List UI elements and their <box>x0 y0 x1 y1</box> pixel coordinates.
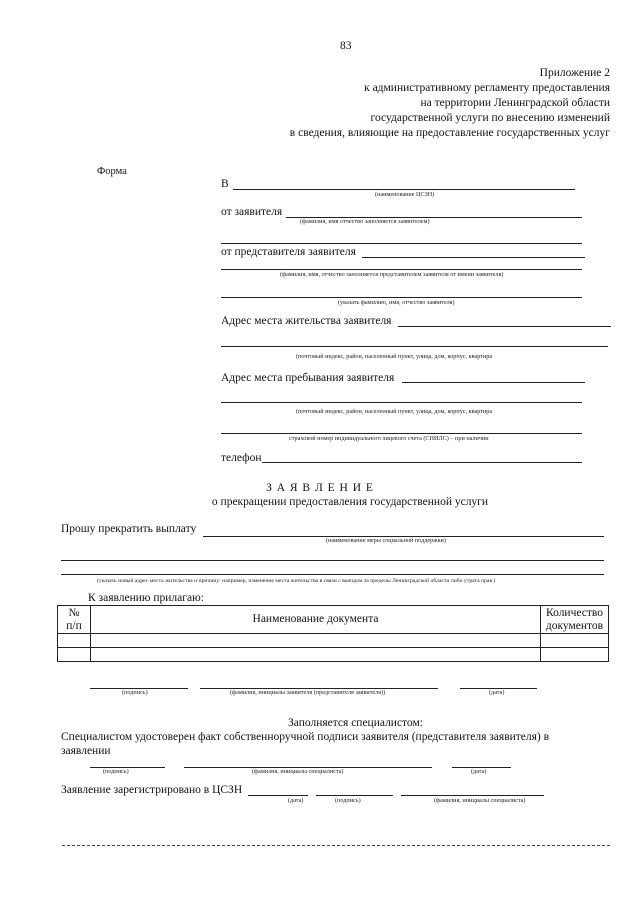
applicant-date-hint: (дата) <box>489 689 505 696</box>
appendix-line: к административному регламенту предоставления <box>364 82 610 94</box>
specialist-name-hint: (фамилия, инициалы специалиста) <box>252 768 344 775</box>
applicant-signature-hint: (подпись) <box>122 689 148 696</box>
table-cell[interactable] <box>91 634 541 648</box>
registered-label: Заявление зарегистрировано в ЦСЗН <box>61 784 243 796</box>
appendix-line: в сведения, влияющие на предоставление государственных услуг <box>289 127 610 139</box>
reason-field[interactable] <box>61 560 604 561</box>
request-hint: (наименование меры социальной поддержки) <box>326 537 446 544</box>
residence-field-2[interactable] <box>221 346 608 347</box>
representative-label: от представителя заявителя <box>221 246 356 258</box>
registered-name-field[interactable] <box>401 795 544 796</box>
specialist-date-hint: (дата) <box>471 768 487 775</box>
representative-field-2[interactable] <box>221 269 582 270</box>
table-cell[interactable] <box>58 634 91 648</box>
attach-label: К заявлению прилагаю: <box>88 592 204 604</box>
stay-field-2[interactable] <box>221 402 582 403</box>
applicant-name-hint: (фамилия, инициалы заявителя (представителя заявителя)) <box>230 689 386 696</box>
to-field[interactable] <box>233 189 575 190</box>
col-num-line1: № <box>68 606 80 619</box>
reason-field-2[interactable] <box>61 574 604 575</box>
specialist-text-line1: Специалистом удостоверен факт собственноручной подписи заявителя (представителя заявителя) в <box>61 731 550 743</box>
registered-signature-hint: (подпись) <box>335 797 361 804</box>
specialist-text-line2: заявлении <box>61 745 111 757</box>
representative-field[interactable] <box>362 257 585 258</box>
registered-date-hint: (дата) <box>288 797 304 804</box>
to-prefix: В <box>221 178 229 190</box>
phone-field[interactable] <box>262 462 582 463</box>
col-num-line2: п/п <box>66 619 82 632</box>
col-count-line2: документов <box>545 619 604 632</box>
documents-table <box>57 605 609 662</box>
applicant-field-2[interactable] <box>221 243 582 244</box>
registered-date-field[interactable] <box>248 795 308 796</box>
phone-label: телефон <box>221 452 262 464</box>
appendix-line: на территории Ленинградской области <box>420 97 610 109</box>
residence-label: Адрес места жительства заявителя <box>221 315 392 327</box>
snils-field[interactable] <box>221 433 582 434</box>
applicant-label: от заявителя <box>221 206 283 218</box>
table-header-row <box>58 606 609 634</box>
document-title: З А Я В Л Е Н И Е <box>266 482 374 494</box>
table-cell[interactable] <box>91 648 541 662</box>
table-cell[interactable] <box>541 648 609 662</box>
col-name-header: Наименование документа <box>91 606 541 634</box>
table-row <box>58 648 609 662</box>
residence-hint: (почтовый индекс, район, населенный пункт, улица, дом, корпус, квартира <box>296 353 493 360</box>
residence-field[interactable] <box>398 326 611 327</box>
table-cell[interactable] <box>58 648 91 662</box>
applicant-hint: (фамилия, имя отчество заполняется заявителем) <box>300 218 430 225</box>
representative-field-3[interactable] <box>221 297 582 298</box>
appendix-block <box>290 66 610 141</box>
document-subtitle: о прекращении предоставления государственной услуги <box>211 496 489 508</box>
appendix-line: Приложение 2 <box>539 67 610 79</box>
page-number: 83 <box>340 40 352 52</box>
representative-hint: (фамилия, имя, отчество заполняется представителем заявителя от имени заявителя) <box>280 271 504 278</box>
specialist-signature-hint: (подпись) <box>103 768 129 775</box>
stay-field[interactable] <box>402 382 585 383</box>
to-hint: (наименование ЦСЗН) <box>375 191 435 198</box>
stay-label: Адрес места пребывания заявителя <box>221 372 395 384</box>
col-count-header <box>541 606 609 634</box>
stay-hint: (почтовый индекс, район, населенный пункт, улица, дом, корпус, квартира <box>296 408 493 415</box>
reason-hint: (указать новый адрес места жительства и причину: например, изменение места жительства в связи с выездом за пределы Ленинградской области либо утрата прав.) <box>97 578 496 584</box>
table-cell[interactable] <box>541 634 609 648</box>
representative-hint-2: (указать фамилию, имя, отчество заявителя) <box>338 299 455 306</box>
appendix-line: государственной услуги по внесению изменений <box>370 112 610 124</box>
form-label: Форма <box>97 166 127 177</box>
snils-hint: страховой номер индивидуального лицевого счета (СНИЛС) – при наличии <box>289 435 489 442</box>
col-num-header <box>58 606 91 634</box>
request-label: Прошу прекратить выплату <box>61 523 197 535</box>
cut-line <box>62 845 610 846</box>
registered-name-hint: (фамилия, инициалы специалиста) <box>434 797 526 804</box>
col-count-line1: Количество <box>546 606 603 619</box>
registered-signature-field[interactable] <box>316 795 393 796</box>
table-row <box>58 634 609 648</box>
specialist-heading: Заполняется специалистом: <box>288 717 423 729</box>
